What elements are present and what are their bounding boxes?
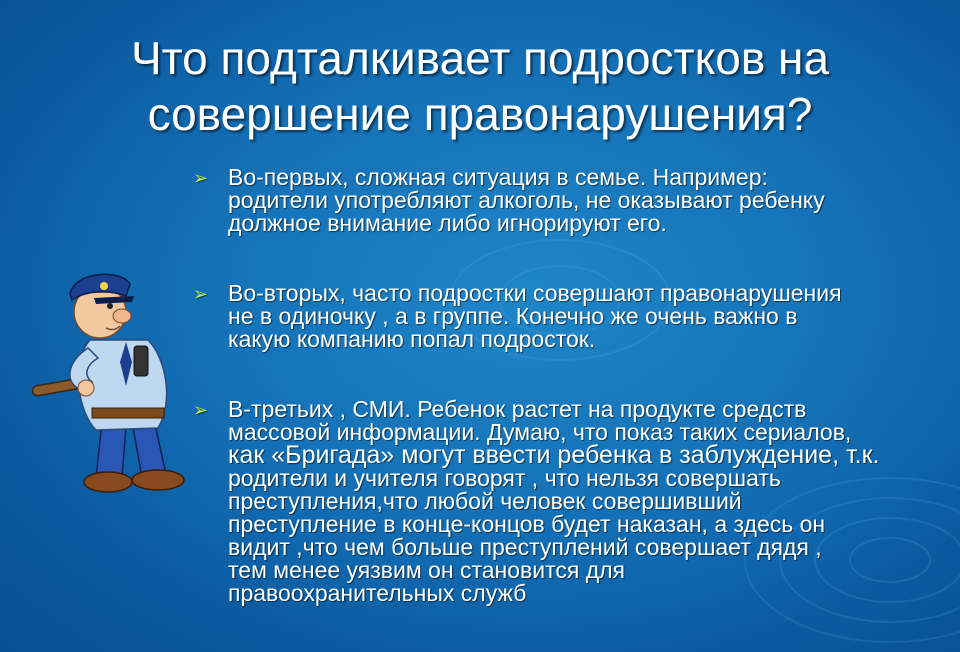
bullet-list (190, 166, 955, 605)
bullet-line: должное внимание либо игнорируют его. (228, 210, 667, 236)
bullet-line: преступления,что любой человек совершивший (228, 488, 742, 514)
bullet-item (190, 398, 955, 605)
policeman-cartoon-icon (30, 262, 200, 502)
bullet-line: видит ,что чем больше преступлений совершает дядя , (228, 534, 822, 560)
bullet-item (190, 282, 955, 351)
bullet-line: правоохранительных служб (228, 580, 527, 606)
bullet-line: преступление в конце-концов будет наказан, а здесь он (228, 511, 826, 537)
bullet-line: тем менее уязвим он становится для (228, 557, 625, 583)
bullet-arrow-icon: ➢ (193, 168, 209, 188)
bullet-line: как «Бригада» могут ввести ребенка в заблуждение, т.к. (228, 441, 880, 469)
bullet-line: Во-вторых, часто подростки совершают правонарушения (228, 280, 842, 306)
bullet-line: родители и учителя говорят , что нельзя совершать (228, 465, 781, 491)
bullet-line: массовой информации. Думаю, что показ таких сериалов, (228, 419, 852, 445)
bullet-arrow-icon: ➢ (193, 284, 209, 304)
bullet-arrow-icon: ➢ (193, 400, 209, 420)
slide-title (40, 30, 920, 142)
bullet-item (190, 166, 955, 235)
title-line: совершение правонарушения? (147, 88, 813, 140)
bullet-line: Во-первых, сложная ситуация в семье. Например: (228, 164, 768, 190)
bullet-line: В-третьих , СМИ. Ребенок растет на продукте средств (228, 396, 807, 422)
title-line: Что подталкивает подростков на (130, 32, 830, 84)
bullet-line: родители употребляют алкоголь, не оказывают ребенку (228, 187, 825, 213)
bullet-line: не в одиночку , а в группе. Конечно же очень важно в (228, 303, 798, 329)
bullet-line: какую компанию попал подросток. (228, 326, 596, 352)
